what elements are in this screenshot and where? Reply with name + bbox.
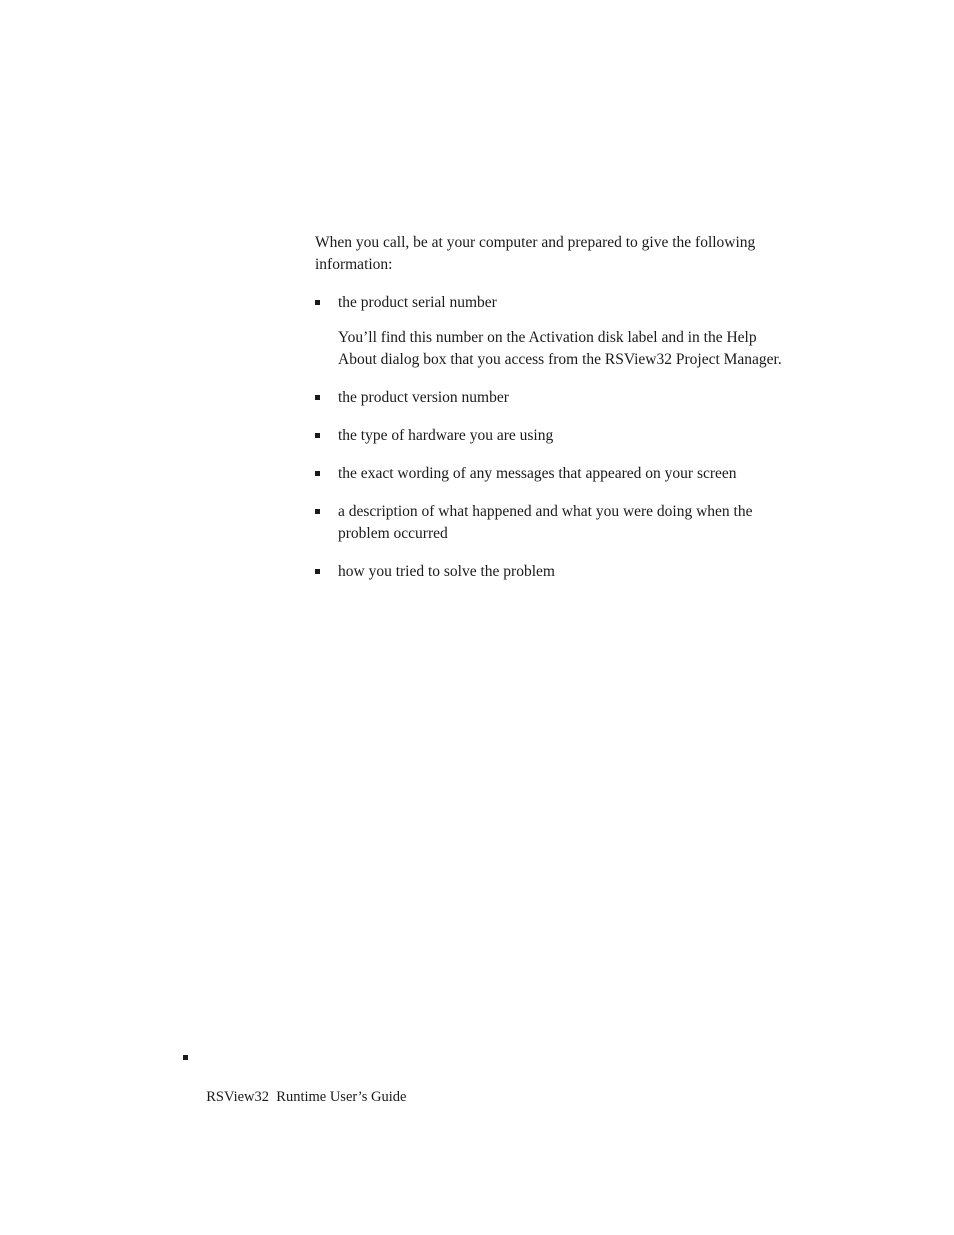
list-item-text: the product serial number (338, 294, 497, 311)
intro-paragraph: When you call, be at your computer and prepared to give the following information: (315, 234, 756, 273)
list-item-text: the type of hardware you are using (338, 427, 554, 444)
list-item-text: a description of what happened and what you were doing when the problem occurred (338, 503, 753, 542)
list-item-text: the product version number (338, 389, 509, 406)
list-item (315, 387, 785, 409)
bullet-icon (315, 471, 320, 476)
list-item-text: how you tried to solve the problem (338, 563, 555, 580)
footer-bullet-icon (183, 1055, 188, 1060)
bullet-icon (315, 569, 320, 574)
page-footer (183, 1047, 407, 1107)
bullet-icon (315, 509, 320, 514)
bullet-icon (315, 395, 320, 400)
list-item-note: You’ll find this number on the Activation disk label and in the Help About dialog box that you access from the RSView32 Project Manager. (338, 329, 782, 368)
list-item (315, 425, 785, 447)
footer-title: RSView32 Runtime User’s Guide (206, 1089, 407, 1105)
bullet-icon (315, 300, 320, 305)
page-body (315, 232, 785, 599)
list-item-text: the exact wording of any messages that appeared on your screen (338, 465, 737, 482)
bullet-icon (315, 433, 320, 438)
list-item (315, 463, 785, 485)
list-item (315, 292, 785, 371)
info-list (315, 292, 785, 583)
list-item (315, 561, 785, 583)
list-item (315, 501, 785, 545)
